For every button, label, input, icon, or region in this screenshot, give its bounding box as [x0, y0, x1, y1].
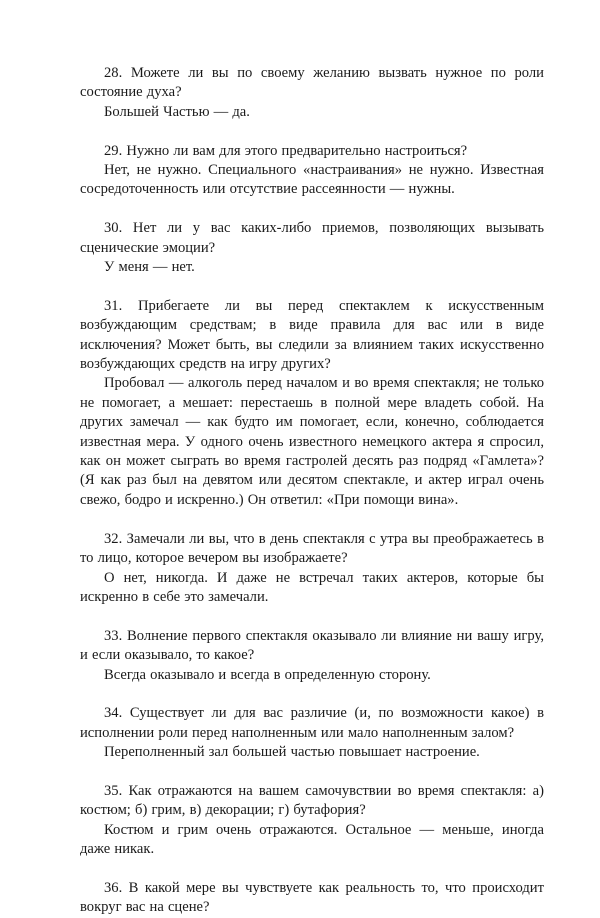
- question-paragraph: 34. Существует ли для вас различие (и, по возможности какое) в исполнении роли перед наполненным или мало наполненным залом?: [80, 705, 544, 741]
- answer-paragraph: О нет, никогда. И даже не встречал таких актеров, которые бы искренно в себе это замечали.: [80, 569, 544, 605]
- question-paragraph: 30. Нет ли у вас каких-либо приемов, позволяющих вызывать сценические эмоции?: [80, 220, 544, 256]
- question-paragraph: 35. Как отражаются на вашем самочувствии во время спектакля: а) костюм; б) грим, в) декорации; г) бутафория?: [80, 782, 544, 819]
- answer-paragraph: Большей Частью — да.: [104, 103, 250, 120]
- answer-paragraph: У меня — нет.: [104, 259, 195, 276]
- answer-paragraph: Нет, не нужно. Специального «настраивания» не нужно. Известная сосредоточенность или отсутствие рассеянности — нужны.: [80, 162, 544, 198]
- question-paragraph: 29. Нужно ли вам для этого предварительно настроиться?: [104, 142, 468, 159]
- answer-paragraph: Костюм и грим очень отражаются. Остальное — меньше, иногда даже никак.: [80, 821, 544, 858]
- answer-paragraph: Всегда оказывало и всегда в определенную сторону.: [104, 666, 431, 683]
- answer-paragraph: Пробовал — алкоголь перед началом и во время спектакля; не только не помогает, а мешает: перестаешь в полной мере владеть собой. На других замечал — как будто им помогает, если, конечно, соблюдается известная мера. У одного очень известного немецкого актера я спросил, как он может сыграть во время гастролей десять раз подряд «Гамлета»? (Я как раз был на девятом или десятом спектакле, и актер играл очень свежо, бодро и искренно.) Он ответил: «При помощи вина».: [80, 375, 544, 508]
- question-paragraph: 32. Замечали ли вы, что в день спектакля с утра вы преображаетесь в то лицо, которое вечером вы изображаете?: [80, 530, 544, 567]
- answer-paragraph: Переполненный зал большей частью повышает настроение.: [104, 744, 480, 761]
- question-paragraph: 36. В какой мере вы чувствуете как реальность то, что происходит вокруг вас на сцене?: [80, 879, 544, 916]
- question-paragraph: 28. Можете ли вы по своему желанию вызвать нужное по роли состояние духа?: [80, 65, 544, 101]
- question-paragraph: 31. Прибегаете ли вы перед спектаклем к искусственным возбуждающим средствам; в виде правила для вас или в виде исключения? Может быть, вы следили за влиянием таких искусственно возбуждающих средств на игру других?: [80, 297, 544, 373]
- question-paragraph: 33. Волнение первого спектакля оказывало ли влияние ни вашу игру, и если оказывало, то какое?: [80, 627, 544, 664]
- text-body: [80, 64, 544, 918]
